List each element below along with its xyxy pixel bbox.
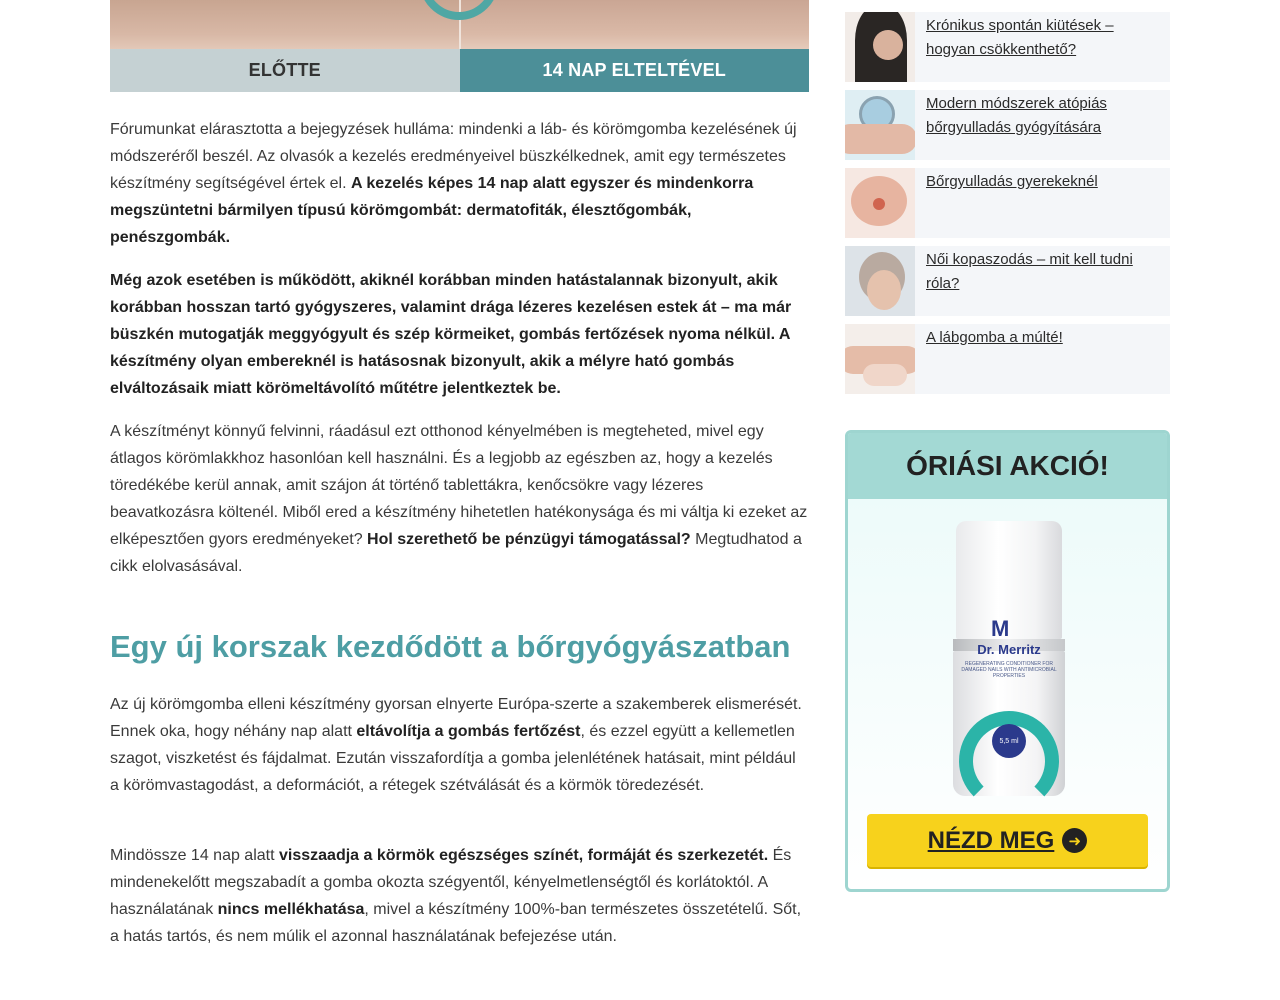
related-article-item[interactable]	[845, 324, 1170, 394]
article-main	[110, 0, 809, 92]
promo-box	[845, 430, 1170, 892]
article-paragraph-2: Még azok esetében is működött, akiknél korábban minden hatástalannak bizonyult, akik korábban hosszan tartó gyógyszeres, valamint drága lézeres kezelésen estek át – ma már büszkén mutogatják meggyógyult és szép körmeiket, gombás fertőzések nyoma nélkül. A készítmény olyan embereknél is hatásosnak bizonyult, akik a mélyre ható gombás elváltozásaik miatt körömeltávolító műtétre jelentkeztek be.	[110, 272, 792, 397]
article-thumbnail	[845, 168, 915, 238]
related-article-item[interactable]	[845, 246, 1170, 316]
before-label: ELŐTTE	[110, 49, 460, 92]
article-thumbnail	[845, 12, 915, 82]
related-articles-sidebar	[845, 12, 1170, 402]
related-article-item[interactable]	[845, 12, 1170, 82]
view-product-button[interactable]	[867, 814, 1148, 867]
brand-logo-icon: M	[991, 616, 1010, 641]
article-paragraph-5: Mindössze 14 nap alatt visszaadja a körmök egészséges színét, formáját és szerkezetét. És mindenekelőtt megszabadít a gomba okozta szégyentől, kényelmetlenségtől és korlátoktól. A használatának nincs mellékhatása, mivel a készítmény 100%-ban természetes összetételű. Sőt, a hatás tartós, és nem múlik el azonnal használatának befejezése után.	[110, 847, 802, 945]
product-volume: 5,5 ml	[992, 724, 1026, 758]
after-label: 14 NAP ELTELTÉVEL	[460, 49, 810, 92]
section-heading: Egy új korszak kezdődött a bőrgyógyászatban	[110, 629, 791, 664]
cta-label: NÉZD MEG	[927, 826, 1055, 854]
article-paragraph-1: Fórumunkat elárasztotta a bejegyzések hulláma: mindenki a láb- és körömgomba kezelésének új módszeréről beszél. Az olvasók a kezelés eredményeivel büszkélkednek, amit egy természetes készítmény segítségével értek el. A kezelés képes 14 nap alatt egyszer és mindenkorra megszüntetni bármilyen típusú körömgombát: dermatofiták, élesztőgombák, penészgombák.	[110, 121, 797, 246]
related-article-link[interactable]: Bőrgyulladás gyerekeknél	[926, 173, 1098, 190]
product-subtitle: REGENERATING CONDITIONER FOR DAMAGED NAILS WITH ANTIMICROBIAL PROPERTIES	[961, 661, 1057, 679]
before-image	[110, 0, 459, 49]
before-after-image	[110, 0, 809, 49]
after-image	[459, 0, 810, 49]
promo-title: ÓRIÁSI AKCIÓ!	[848, 433, 1167, 499]
product-image	[953, 521, 1065, 796]
related-article-link[interactable]: Krónikus spontán kiütések – hogyan csökkenthető?	[926, 17, 1114, 58]
related-article-link[interactable]: A lábgomba a múlté!	[926, 329, 1063, 346]
related-article-item[interactable]	[845, 90, 1170, 160]
before-after-labels	[110, 49, 809, 92]
arrow-right-circle-icon: ➜	[1062, 828, 1087, 853]
product-brand: Dr. Merritz	[977, 642, 1041, 657]
article-thumbnail	[845, 246, 915, 316]
article-paragraph-3: A készítményt könnyű felvinni, ráadásul ezt otthonod kényelmében is megteheted, mivel egy átlagos körömlakkhoz hasonlóan kell használni. És a legjobb az egészben az, hogy a kezelés töredékébe kerül annak, amit szájon át történő tablettákra, kenőcsökre vagy lézeres beavatkozásra költenél. Miből ered a készítmény hihetetlen hatékonysága és mi váltja ki ezeket az elképesztően gyors eredményeket? Hol szerethető be pénzügyi támogatással? Megtudhatod a cikk elolvasásával.	[110, 423, 808, 575]
related-article-item[interactable]	[845, 168, 1170, 238]
article-thumbnail	[845, 324, 915, 394]
article-thumbnail	[845, 90, 915, 160]
related-article-link[interactable]: Női kopaszodás – mit kell tudni róla?	[926, 251, 1133, 292]
article-paragraph-4: Az új körömgomba elleni készítmény gyorsan elnyerte Európa-szerte a szakemberek elismerését. Ennek oka, hogy néhány nap alatt eltávolítja a gombás fertőzést, és ezzel együtt a kellemetlen szagot, viszketést és fájdalmat. Ezután visszafordítja a gomba jelenlétének hatásait, mint például a körömvastagodást, a deformációt, a rétegek szétválását és a körmök töredezését.	[110, 696, 802, 794]
related-article-link[interactable]: Modern módszerek atópiás bőrgyulladás gyógyítására	[926, 95, 1107, 136]
